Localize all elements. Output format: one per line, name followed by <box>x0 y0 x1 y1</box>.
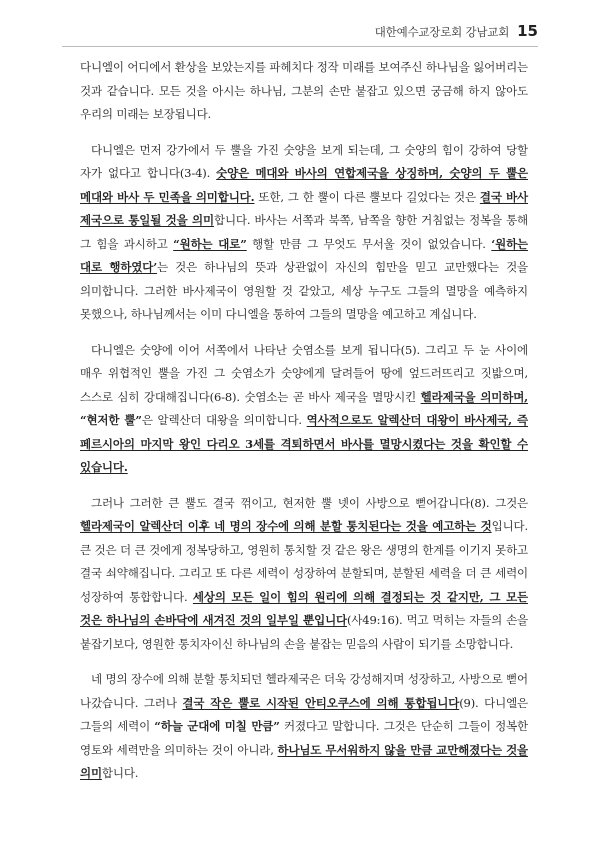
text-run: 입니다. 큰 것은 더 큰 것에게 정복당하고, 영원히 통치할 것 같은 왕은 생명의 한계를 이기지 못하고 결국 쇠약해집니다. 그리고 또 다른 세력이 성장하여 분할되며, 분할된 세력을 더 큰 세력이 성장하여 통합합니다. <box>80 519 528 604</box>
text-run: 또한, 그 한 뿔이 다른 뿔보다 길었다는 것은 <box>254 189 480 204</box>
emphasis-quote: “하늘 군대에 미칠 만큼” <box>154 719 280 733</box>
emphasis-underlined: ‘원하는 대로 행하였다’ <box>80 236 529 274</box>
emphasis-underlined: 역사적으로도 알렉산더 대왕이 바사제국, 즉 페르시아의 마지막 왕인 다리오 3세를 격퇴하면서 바사를 멸망시켰다는 것을 확인할 수 있습니다. <box>80 413 529 474</box>
emphasis-underlined: 결국 작은 뿔로 시작된 안티오쿠스에 의해 통합됩니다 <box>182 695 460 710</box>
header-divider <box>62 46 538 47</box>
emphasis-underlined: 헬라제국이 알렉산더 이후 네 명의 장수에 의해 분할 통치된다는 것을 예고하는 것 <box>80 519 492 533</box>
emphasis-underlined: 세상의 모든 일이 힘의 원리에 의해 결정되는 것 같지만, 그 모든 것은 하나님의 손바닥에 새겨진 것의 일부일 뿐입니다 <box>80 589 528 627</box>
emphasis-quote: “현저한 뿔” <box>80 413 142 427</box>
paragraph <box>80 139 528 327</box>
church-name: 대한예수교장로회 강남교회 <box>374 25 510 39</box>
text-run: 는 것은 하나님의 뜻과 상관없이 자신의 힘만을 믿고 교만했다는 것을 의미합니다. 그러한 바사제국이 영원할 것 같았고, 세상 누구도 그들의 멸망을 예측하지 못했으나, 하나님께서는 이미 다니엘을 통하여 그들의 멸망을 예고하고 계십니다. <box>80 260 528 321</box>
text-run: 다니엘이 어디에서 환상을 보았는지를 파헤치다 정작 미래를 보여주신 하나님을 잃어버리는 것과 같습니다. 모든 것을 아시는 하나님, 그분의 손만 붙잡고 있으면 궁금해 하지 않아도 우리의 미래는 보장됩니다. <box>80 60 528 121</box>
text-run: (사49:16). 먹고 먹히는 자들의 손을 붙잡기보다, 영원한 통치자이신 하나님의 손을 붙잡는 믿음의 사람이 되기를 소망합니다. <box>80 613 529 651</box>
emphasis-underlined: “원하는 대로” <box>173 236 247 251</box>
text-run: 은 알렉산더 대왕을 의미합니다. <box>141 413 307 427</box>
emphasis-underlined: 하나님도 무서워하지 않을 만큼 교만해졌다는 것을 의미 <box>80 742 528 780</box>
emphasis-underlined: 숫양은 메대와 바사의 연합제국을 상징하며, 숫양의 두 뿔은 메대와 바사 두 민족을 의미합니다. <box>80 166 529 204</box>
paragraph <box>80 492 528 657</box>
paragraph <box>80 668 528 786</box>
paragraph <box>80 339 528 480</box>
text-run: 행할 만큼 그 무엇도 무서울 것이 없었습니다. <box>246 236 492 251</box>
text-run: 다니엘은 먼저 강가에서 두 뿔을 가진 숫양을 보게 되는데, 그 숫양의 힘이 강하여 당할 자가 없다고 합니다(3-4). <box>80 142 528 180</box>
emphasis-underlined: 결국 바사 제국으로 통일될 것을 의미 <box>80 189 528 227</box>
text-run: 합니다. 바사는 서쪽과 북쪽, 남쪽을 향한 거침없는 정복을 통해 그 힘을 과시하고 <box>80 213 529 251</box>
text-run: 합니다. <box>101 766 139 780</box>
text-run: 그러나 그러한 큰 뿔도 결국 꺾이고, 현저한 뿔 넷이 사방으로 뻗어갑니다(8). 그것은 <box>91 495 528 510</box>
page-header <box>375 22 538 40</box>
text-run: 다니엘은 숫양에 이어 서쪽에서 나타난 숫염소를 보게 됩니다(5). 그리고 두 눈 사이에 매우 위협적인 뿔을 가진 그 숫염소가 숫양에게 달려들어 땅에 엎드러뜨리고 짓밟으며, 스스로 심히 강대해집니다(6-8). 숫염소는 곧 바사 제국을 멸망시킨 <box>80 342 528 404</box>
sermon-body <box>80 56 528 798</box>
text-run: (9). 다니엘은 그들의 세력이 <box>80 695 528 733</box>
emphasis-underlined: 헬라제국을 의미하며, <box>420 389 529 404</box>
paragraph <box>80 56 528 127</box>
page-number: 15 <box>517 22 538 40</box>
text-run: 네 명의 장수에 의해 분할 통치되던 헬라제국은 더욱 강성해지며 성장하고, 사방으로 뻗어 나갔습니다. 그러나 <box>80 672 528 710</box>
text-run: 커졌다고 말합니다. 그것은 단순히 그들이 정복한 영토와 세력만을 의미하는 것이 아니라, <box>80 719 529 757</box>
